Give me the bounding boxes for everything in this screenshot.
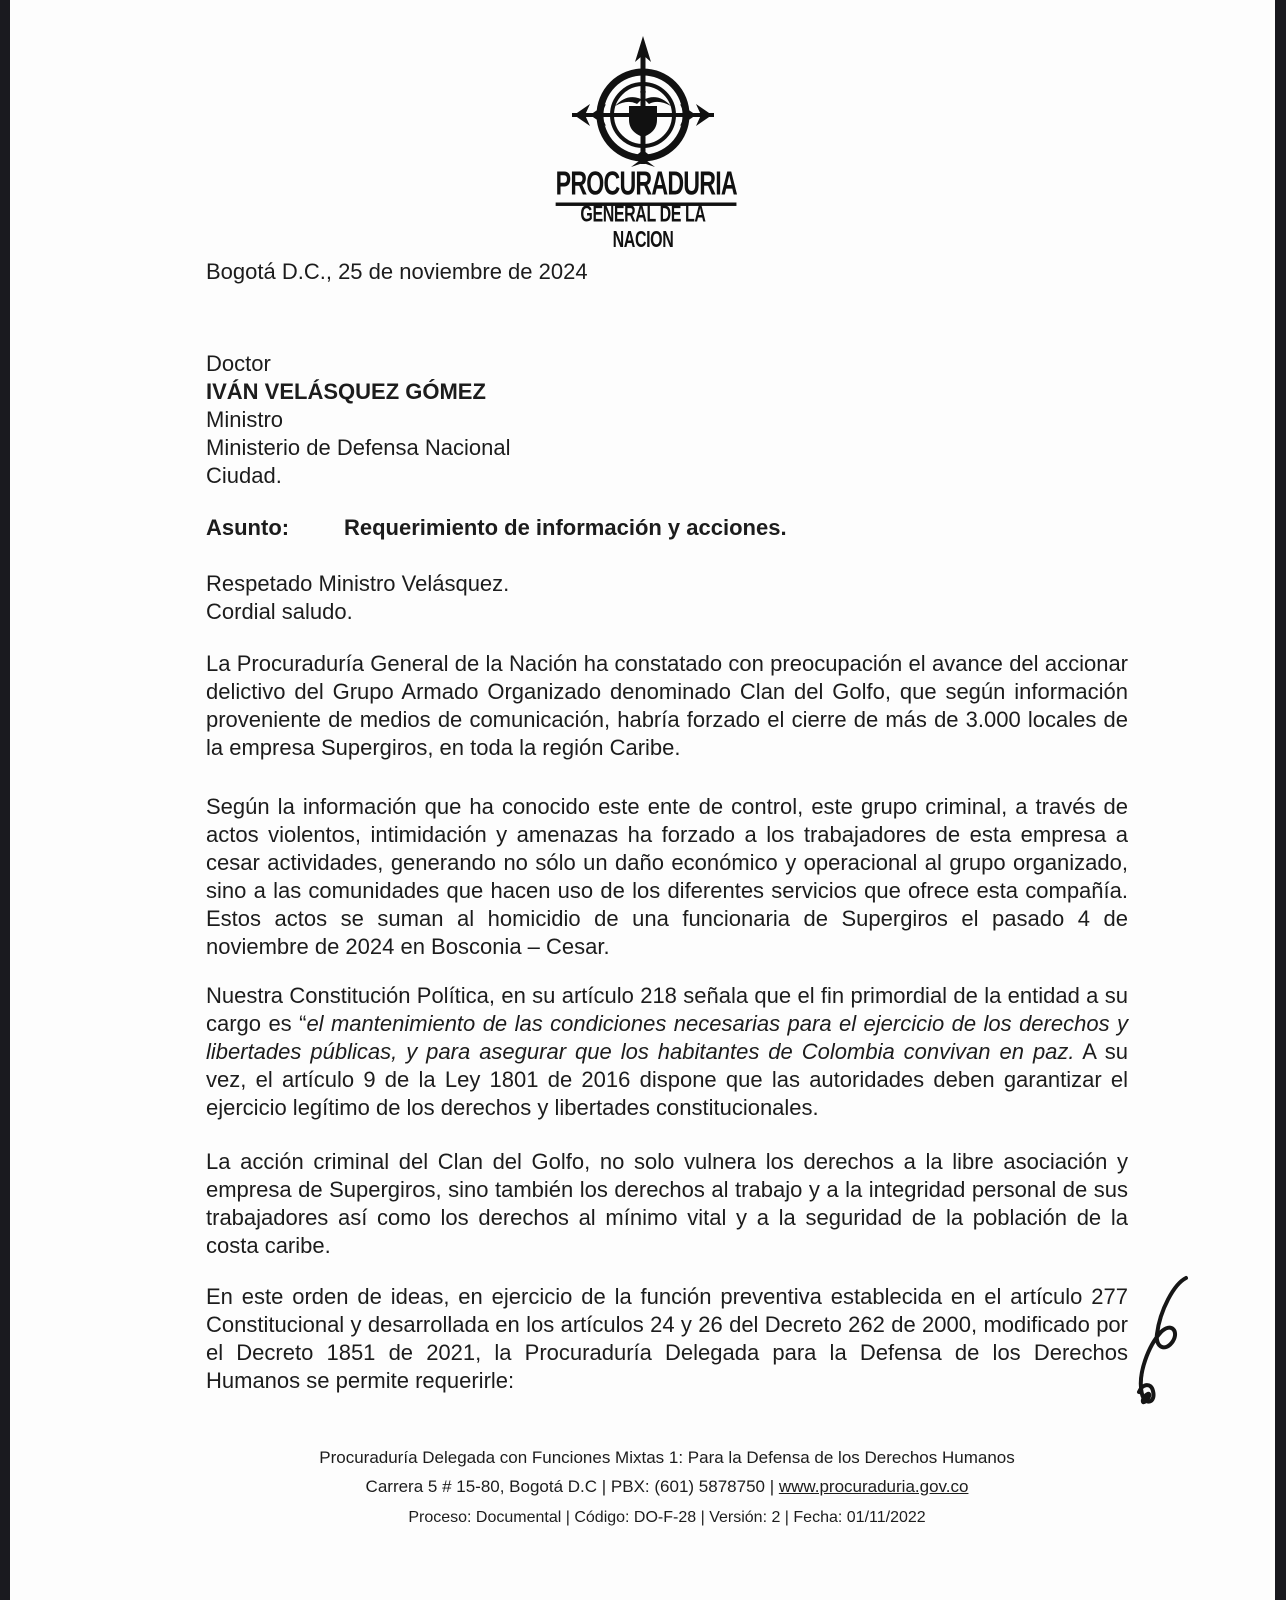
footer-website-url: www.procuraduria.gov.co: [778, 1477, 969, 1496]
recipient-name: IVÁN VELÁSQUEZ GÓMEZ: [206, 379, 486, 404]
paragraph-segment: A su vez, el artículo 9 de la Ley 1801 de 2016 dispone que las autoridades deben garantizar el ejercicio legítimo de los derechos y libertades constitucionales.: [206, 1039, 1128, 1120]
handwritten-pen-flourish-icon: [1122, 1272, 1206, 1418]
paragraph: La acción criminal del Clan del Golfo, no solo vulnera los derechos a la libre asociación y empresa de Supergiros, sino también los derechos al trabajo y a la integridad personal de sus trabajadores así como los derechos al mínimo vital y a la seguridad de la población de la costa caribe.: [206, 1149, 1128, 1258]
footer-address-text: Carrera 5 # 15-80, Bogotá D.C | PBX: (601) 5878750 |: [365, 1477, 779, 1496]
paragraph: La Procuraduría General de la Nación ha constatado con preocupación el avance del accionar delictivo del Grupo Armado Organizado denominado Clan del Golfo, que según información proveniente de medios de comunicación, habría forzado el cierre de más de 3.000 locales de la empresa Supergiros, en toda la región Caribe.: [206, 651, 1128, 760]
subject-line: [206, 514, 787, 542]
logo-title: PROCURADURIA: [556, 168, 737, 206]
paragraph: En este orden de ideas, en ejercicio de la función preventiva establecida en el artículo 277 Constitucional y desarrollada en los artículos 24 y 26 del Decreto 262 de 2000, modificado por el Decreto 1851 de 2021, la Procuraduría Delegada para la Defensa de los Derechos Humanos se permite requerirle:: [206, 1284, 1128, 1393]
footer-process-line: Proceso: Documental | Código: DO-F-28 | Versión: 2 | Fecha: 01/11/2022: [408, 1509, 926, 1526]
paragraph-quote-italic: el mantenimiento de las condiciones necesarias para el ejercicio de los derechos y libertades públicas, y para asegurar que los habitantes de Colombia convivan en paz.: [206, 1011, 1128, 1064]
greeting-line: Respetado Ministro Velásquez.: [206, 571, 510, 596]
footer-office-line: Procuraduría Delegada con Funciones Mixtas 1: Para la Defensa de los Derechos Humanos: [319, 1448, 1015, 1467]
recipient-organization: Ministerio de Defensa Nacional: [206, 435, 511, 460]
subject-text: Requerimiento de información y acciones.: [344, 515, 787, 540]
logo-subtitle: GENERAL DE LA NACION: [580, 202, 706, 253]
greeting-block: [206, 570, 509, 626]
subject-label: Asunto:: [206, 515, 290, 540]
recipient-salutation: Doctor: [206, 351, 271, 376]
paragraph: Según la información que ha conocido este ente de control, este grupo criminal, a través de actos violentos, intimidación y amenazas ha forzado a los trabajadores de esta empresa a cesar actividades, generando no sólo un daño económico y operacional al grupo organizado, sino a las comunidades que hacen uso de los diferentes servicios que ofrece esta compañía. Estos actos se suman al homicidio de una funcionaria de Supergiros el pasado 4 de noviembre de 2024 en Bosconia – Cesar.: [206, 794, 1128, 959]
recipient-role: Ministro: [206, 407, 284, 432]
paragraph-segment: Nuestra Constitución Política, en su artículo 218 señala que el fin primordial de la entidad a su cargo es “: [206, 983, 1128, 1036]
scan-edge-left: [0, 0, 10, 1600]
letterhead-logo: [533, 36, 753, 253]
date-line: Bogotá D.C., 25 de noviembre de 2024: [206, 259, 588, 284]
scan-edge-right: [1275, 0, 1286, 1600]
recipient-block: [206, 350, 511, 490]
footer-address-line: [206, 1472, 1128, 1501]
paragraph: [206, 982, 1128, 1122]
recipient-city: Ciudad.: [206, 463, 282, 488]
procuraduria-emblem-icon: [570, 36, 716, 168]
greeting-line: Cordial saludo.: [206, 599, 353, 624]
